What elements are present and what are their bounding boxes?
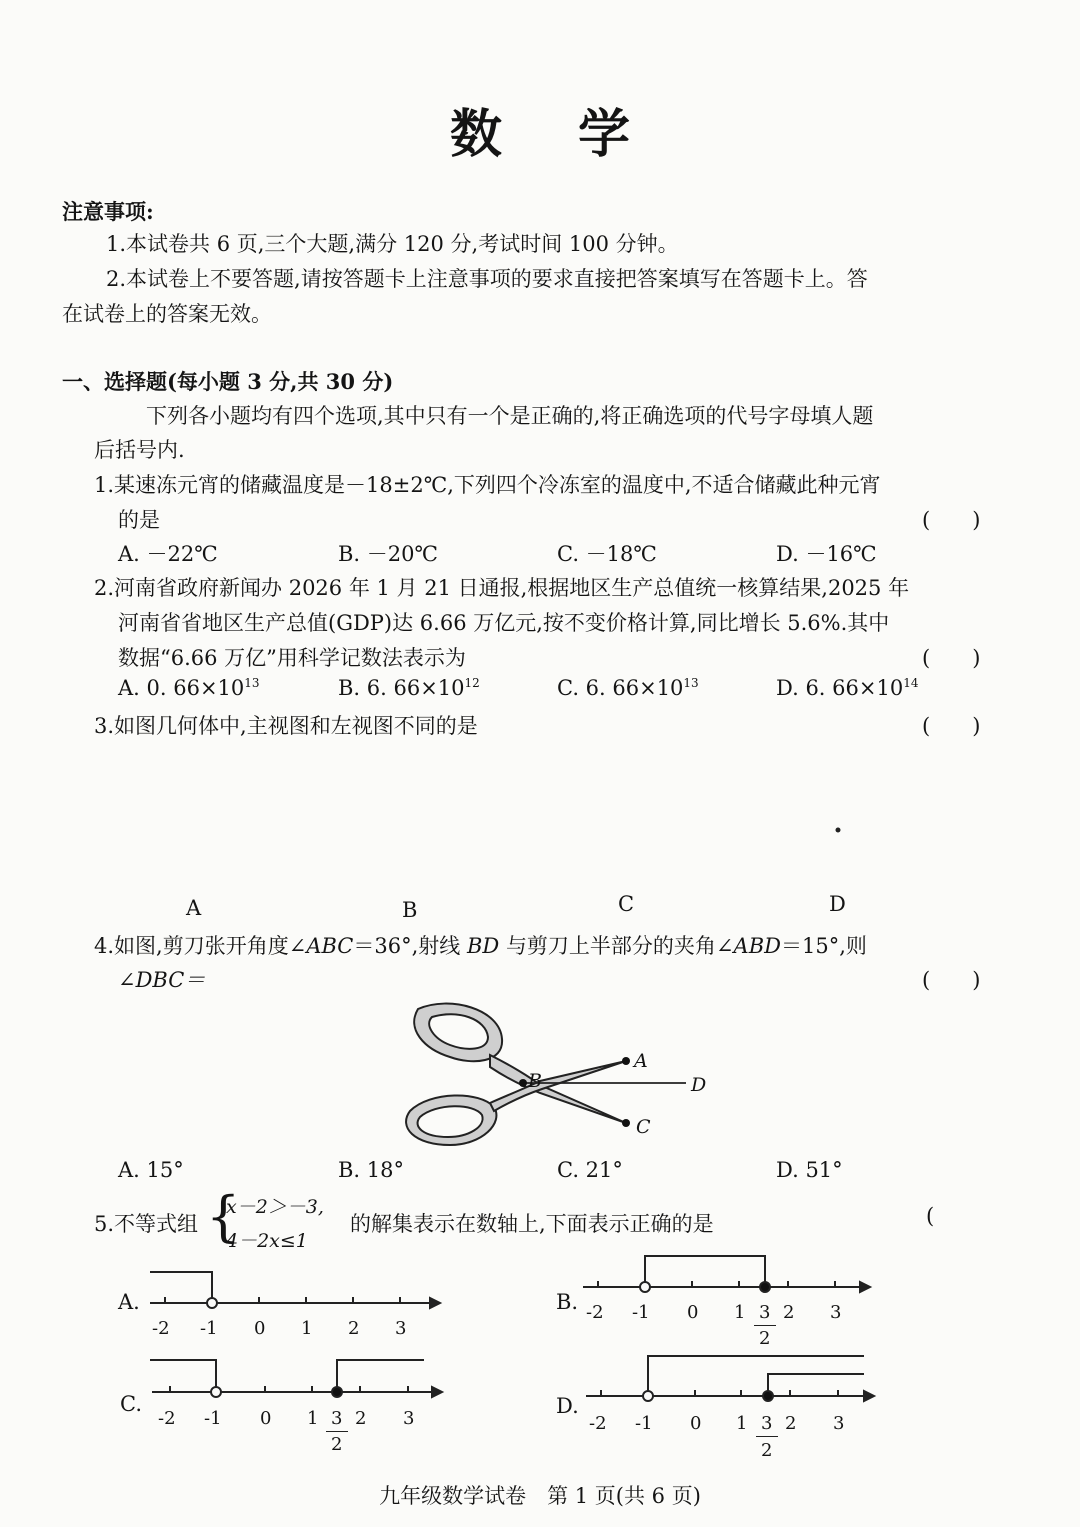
q5-b-frac-bar: [754, 1325, 776, 1326]
q4-text-1: 4.如图,剪刀张开角度∠ABC＝36°,射线 BD 与剪刀上半部分的夹角∠ABD＝15°,则: [94, 934, 867, 958]
numberline-c: [150, 1360, 442, 1397]
q2-option-c: C. 6. $66\times 10^{13}$: [557, 676, 699, 700]
q5-option-c-letter: C.: [120, 1392, 142, 1416]
q5-text-pre: 5.不等式组: [94, 1212, 199, 1236]
q5-c-frac-bar: [326, 1431, 348, 1432]
q5-b-tick-0: 0: [687, 1302, 699, 1323]
notice-heading: 注意事项:: [62, 199, 154, 224]
page-title: [0, 92, 1080, 167]
q5-c-tick-2: 2: [355, 1408, 367, 1429]
q1-option-a: A. －22℃: [118, 542, 218, 566]
q5-b-tick-m2: -2: [586, 1302, 604, 1323]
q3-label-b: B: [402, 898, 418, 922]
q4-point-c: C: [636, 1116, 651, 1138]
q5-d-frac-bar: [756, 1436, 778, 1437]
q4-option-b: B. 18°: [338, 1158, 405, 1182]
notice-item-2-cont: 在试卷上的答案无效。: [62, 302, 272, 326]
q2-answer-paren: ( ): [922, 646, 981, 670]
q5-b-tick-m1: -1: [632, 1302, 650, 1323]
q3-answer-paren: ( ): [922, 714, 981, 738]
q5-a-tick-m1: -1: [200, 1318, 218, 1339]
q5-text-post: 的解集表示在数轴上,下面表示正确的是: [350, 1212, 714, 1236]
q5-option-a-letter: A.: [118, 1290, 140, 1314]
q5-b-tick-1: 1: [734, 1302, 746, 1323]
q1-option-c: C. －18℃: [557, 542, 657, 566]
q4-option-d: D. 51°: [776, 1158, 843, 1182]
q3-text: 3.如图几何体中,主视图和左视图不同的是: [94, 714, 478, 738]
numberline-b: [583, 1256, 870, 1292]
q3-label-a: A: [186, 896, 202, 920]
q3-label-c: C: [618, 892, 635, 916]
q5-d-tick-1: 1: [736, 1413, 748, 1434]
q5-b-tick-3: 3: [830, 1302, 842, 1323]
section-intro-2: 后括号内.: [94, 438, 185, 462]
q4-option-c: C. 21°: [557, 1158, 623, 1182]
notice-item-1: 1.本试卷共 6 页,三个大题,满分 120 分,考试时间 100 分钟。: [106, 232, 679, 256]
q5-c-frac-num: 3: [331, 1408, 343, 1429]
q5-c-tick-0: 0: [260, 1408, 272, 1429]
q5-ineq-1: x－2＞－3,: [226, 1196, 324, 1218]
q4-answer-paren: ( ): [922, 968, 981, 992]
q5-d-tick-m2: -2: [589, 1413, 607, 1434]
q5-d-tick-m1: -1: [635, 1413, 653, 1434]
q4-point-b: B: [528, 1070, 542, 1092]
q3-solids-figure: [0, 740, 1080, 930]
q2-text-2: 河南省省地区生产总值(GDP)达 6.66 万亿元,按不变价格计算,同比增长 5.6%.其中: [118, 611, 890, 635]
q4-point-d: D: [691, 1074, 707, 1096]
q5-a-tick-m2: -2: [152, 1318, 170, 1339]
notice-item-2: 2.本试卷上不要答题,请按答题卡上注意事项的要求直接把答案填写在答题卡上。答: [106, 267, 868, 291]
q5-a-tick-3: 3: [395, 1318, 407, 1339]
numberline-a: [150, 1272, 440, 1308]
q5-brace: {: [206, 1185, 241, 1248]
q4-scissors-figure: [390, 995, 730, 1155]
q3-label-d: D: [829, 892, 846, 916]
q5-d-frac-num: 3: [761, 1413, 773, 1434]
q2-option-b: B. 6. $66\times 10^{12}$: [338, 676, 480, 700]
q4-point-a: A: [634, 1050, 648, 1072]
q2-text-1: 2.河南省政府新闻办 2026 年 1 月 21 日通报,根据地区生产总值统一核算结果,2025 年: [94, 576, 910, 600]
q5-a-tick-2: 2: [348, 1318, 360, 1339]
q5-c-frac-den: 2: [331, 1434, 343, 1455]
q1-text-1: 1.某速冻元宵的储藏温度是－18±2℃,下列四个冷冻室的温度中,不适合储藏此种元宵: [94, 473, 881, 497]
q4-text-2: ∠DBC＝: [118, 968, 206, 992]
q5-c-tick-m2: -2: [158, 1408, 176, 1429]
q1-answer-paren: ( ): [922, 508, 981, 532]
q1-option-d: D. －16℃: [776, 542, 877, 566]
q2-option-a: A. 0. $66\times 10^{13}$: [118, 676, 260, 700]
q5-option-b-letter: B.: [556, 1290, 579, 1314]
q5-ineq-2: 4－2x≤1: [226, 1230, 308, 1252]
q5-b-frac-den: 2: [759, 1328, 771, 1349]
q5-option-d-letter: D.: [556, 1394, 579, 1418]
q5-d-tick-0: 0: [690, 1413, 702, 1434]
q1-text-2: 的是: [118, 508, 160, 532]
numberline-d: [586, 1356, 874, 1401]
q5-c-tick-1: 1: [307, 1408, 319, 1429]
q5-d-frac-den: 2: [761, 1440, 773, 1461]
q5-b-frac-num: 3: [759, 1302, 771, 1323]
q5-a-tick-0: 0: [254, 1318, 266, 1339]
q1-option-b: B. －20℃: [338, 542, 438, 566]
q5-a-tick-1: 1: [301, 1318, 313, 1339]
q5-c-tick-3: 3: [403, 1408, 415, 1429]
q5-b-tick-2: 2: [783, 1302, 795, 1323]
section-intro-1: 下列各小题均有四个选项,其中只有一个是正确的,将正确选项的代号字母填人题: [146, 404, 874, 428]
q5-c-tick-m1: -1: [204, 1408, 222, 1429]
q5-answer-paren: (: [926, 1204, 935, 1228]
section-heading: 一、选择题(每小题 3 分,共 30 分): [62, 369, 394, 394]
q5-d-tick-3: 3: [833, 1413, 845, 1434]
title-char-2: 学: [578, 104, 631, 165]
q4-option-a: A. 15°: [118, 1158, 184, 1182]
q2-option-d: D. 6. $66\times 10^{14}$: [776, 676, 919, 700]
q2-text-3: 数据“6.66 万亿”用科学记数法表示为: [118, 646, 466, 670]
title-char-1: 数: [449, 104, 502, 165]
q5-number-lines: [0, 1250, 1080, 1470]
q5-d-tick-2: 2: [785, 1413, 797, 1434]
page-footer: 九年级数学试卷 第 1 页(共 6 页): [379, 1484, 701, 1508]
